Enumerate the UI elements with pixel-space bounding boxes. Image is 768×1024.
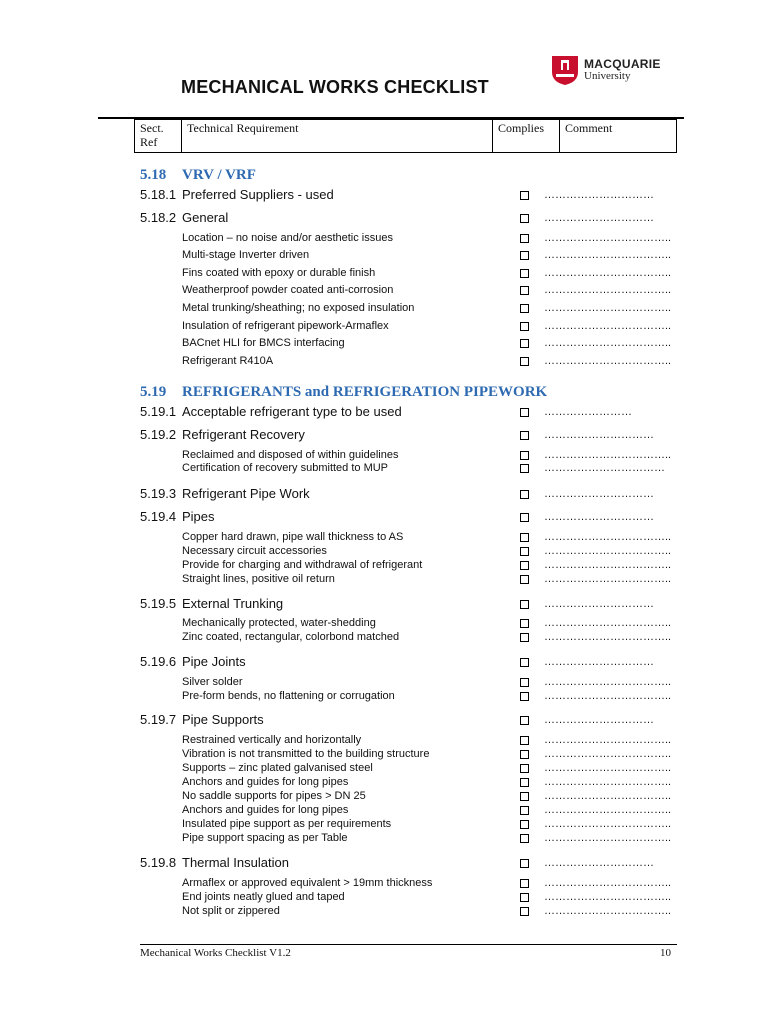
checklist-row [0,617,768,631]
checklist-row [0,905,768,919]
subitem-label: Certification of recovery submitted to MUP [182,462,389,474]
item-ref: 5.18.1 [140,187,177,202]
comment-field[interactable]: …………………………… [544,462,665,474]
checklist-row [0,232,768,246]
subitem-label: Straight lines, positive oil return [182,573,335,585]
subitem-label: Supports – zinc plated galvanised steel [182,762,373,774]
comment-field[interactable]: …………………………….. [544,531,672,543]
comment-field[interactable]: ………………………… [544,189,654,201]
subitem-label: BACnet HLI for BMCS interfacing [182,337,345,349]
comment-field[interactable]: …………………………….. [544,748,672,760]
section-number: 5.19 [140,384,167,400]
checklist-row [0,573,768,587]
item-label: Refrigerant Recovery [182,427,305,442]
item-label: Pipe Joints [182,654,246,669]
comment-field[interactable]: …………………………….. [544,355,672,367]
footer-doc-version: Mechanical Works Checklist V1.2 [140,947,291,959]
comment-field[interactable]: ………………………… [544,714,654,726]
complies-checkbox[interactable] [520,792,529,801]
complies-checkbox[interactable] [520,820,529,829]
item-ref: 5.18.2 [140,210,177,225]
item-ref: 5.19.4 [140,509,177,524]
checklist-row [0,790,768,804]
item-label: Pipe Supports [182,712,264,727]
complies-checkbox[interactable] [520,286,529,295]
checklist-row [0,320,768,334]
university-logo [550,52,660,92]
item-label: General [182,210,229,225]
complies-checkbox[interactable] [520,907,529,916]
checklist-row [0,545,768,559]
complies-checkbox[interactable] [520,322,529,331]
checklist-row [0,855,768,871]
section-heading [140,384,547,401]
comment-field[interactable]: ………………………… [544,656,654,668]
col-technical-requirement: Technical Requirement [182,120,493,153]
complies-checkbox[interactable] [520,214,529,223]
complies-checkbox[interactable] [520,619,529,628]
subitem-label: Zinc coated, rectangular, colorbond matched [182,631,400,643]
checklist-row [0,832,768,846]
checklist-row [0,509,768,525]
checklist-header-table [134,119,677,153]
checklist-row [0,462,768,476]
subitem-label: Mechanically protected, water-shedding [182,617,376,629]
complies-checkbox[interactable] [520,658,529,667]
comment-field[interactable]: …………………………….. [544,790,672,802]
section-title: VRV / VRF [182,167,256,183]
complies-checkbox[interactable] [520,251,529,260]
complies-checkbox[interactable] [520,533,529,542]
subitem-label: Armaflex or approved equivalent > 19mm thickness [182,877,433,889]
item-label: Preferred Suppliers - used [182,187,334,202]
complies-checkbox[interactable] [520,191,529,200]
subitem-label: Not split or zippered [182,905,280,917]
item-label: Pipes [182,509,215,524]
subitem-label: Copper hard drawn, pipe wall thickness to AS [182,531,404,543]
comment-field[interactable]: …………………………….. [544,249,672,261]
comment-field[interactable]: …………………………….. [544,762,672,774]
item-ref: 5.19.5 [140,596,177,611]
subitem-label: Provide for charging and withdrawal of refrigerant [182,559,423,571]
checklist-row [0,748,768,762]
item-ref: 5.19.7 [140,712,177,727]
comment-field[interactable]: …………………………….. [544,905,672,917]
subitem-label: Metal trunking/sheathing; no exposed insulation [182,302,415,314]
checklist-row [0,302,768,316]
subitem-label: Insulation of refrigerant pipework-Armaflex [182,320,389,332]
subitem-label: Reclaimed and disposed of within guidelines [182,449,399,461]
subitem-label: Multi-stage Inverter driven [182,249,310,261]
complies-checkbox[interactable] [520,633,529,642]
comment-field[interactable]: …………………………….. [544,804,672,816]
item-label: Thermal Insulation [182,855,289,870]
complies-checkbox[interactable] [520,304,529,313]
subitem-label: Insulated pipe support as per requirements [182,818,392,830]
item-ref: 5.19.6 [140,654,177,669]
col-complies: Complies [493,120,560,153]
subitem-label: Silver solder [182,676,243,688]
comment-field[interactable]: ………………………… [544,511,654,523]
item-label: Refrigerant Pipe Work [182,486,310,501]
checklist-row [0,734,768,748]
comment-field[interactable]: …………………………….. [544,832,672,844]
checklist-row [0,654,768,670]
comment-field[interactable]: …………………………….. [544,734,672,746]
col-comment: Comment [560,120,677,153]
complies-checkbox[interactable] [520,357,529,366]
section-title: REFRIGERANTS and REFRIGERATION PIPEWORK [182,384,548,400]
col-sect-ref: Sect. Ref [135,120,182,153]
comment-field[interactable]: …………………………….. [544,573,672,585]
item-ref: 5.19.1 [140,404,177,419]
comment-field[interactable]: …………………………….. [544,232,672,244]
comment-field[interactable]: …………………………….. [544,818,672,830]
comment-field[interactable]: …………………………….. [544,776,672,788]
subitem-label: Anchors and guides for long pipes [182,804,349,816]
subitem-label: Restrained vertically and horizontally [182,734,362,746]
page-title: MECHANICAL WORKS CHECKLIST [181,77,489,97]
subitem-label: Pre-form bends, no flattening or corrugation [182,690,395,702]
comment-field[interactable]: …………………………….. [544,676,672,688]
complies-checkbox[interactable] [520,451,529,460]
checklist-row [0,891,768,905]
comment-field[interactable]: …………………………….. [544,690,672,702]
comment-field[interactable]: …………………………….. [544,891,672,903]
complies-checkbox[interactable] [520,431,529,440]
complies-checkbox[interactable] [520,561,529,570]
comment-field[interactable]: ………………………… [544,212,654,224]
checklist-row [0,762,768,776]
complies-checkbox[interactable] [520,490,529,499]
comment-field[interactable]: …………………………….. [544,302,672,314]
checklist-row [0,712,768,728]
checklist-row [0,818,768,832]
complies-checkbox[interactable] [520,547,529,556]
checklist-row [0,404,768,420]
comment-field[interactable]: …………………………….. [544,545,672,557]
comment-field[interactable]: ………………………… [544,857,654,869]
subitem-label: End joints neatly glued and taped [182,891,345,903]
item-ref: 5.19.8 [140,855,177,870]
section-heading [140,167,256,184]
subitem-label: Location – no noise and/or aesthetic issues [182,232,393,244]
footer-divider [140,944,677,945]
subitem-label: Weatherproof powder coated anti-corrosion [182,284,394,296]
checklist-row [0,187,768,203]
checklist-row [0,267,768,281]
comment-field[interactable]: …………………………….. [544,617,672,629]
comment-field[interactable]: …………………………….. [544,559,672,571]
subitem-label: Fins coated with epoxy or durable finish [182,267,376,279]
complies-checkbox[interactable] [520,513,529,522]
checklist-row [0,559,768,573]
checklist-row [0,631,768,645]
item-ref: 5.19.3 [140,486,177,501]
subitem-label: Anchors and guides for long pipes [182,776,349,788]
checklist-row [0,337,768,351]
complies-checkbox[interactable] [520,600,529,609]
complies-checkbox[interactable] [520,764,529,773]
item-ref: 5.19.2 [140,427,177,442]
section-number: 5.18 [140,167,167,183]
comment-field[interactable]: …………………………….. [544,631,672,643]
complies-checkbox[interactable] [520,879,529,888]
complies-checkbox[interactable] [520,806,529,815]
checklist-row [0,531,768,545]
complies-checkbox[interactable] [520,750,529,759]
subitem-label: Vibration is not transmitted to the building structure [182,748,430,760]
complies-checkbox[interactable] [520,834,529,843]
item-label: Acceptable refrigerant type to be used [182,404,402,419]
checklist-row [0,427,768,443]
complies-checkbox[interactable] [520,269,529,278]
complies-checkbox[interactable] [520,692,529,701]
checklist-row [0,676,768,690]
comment-field[interactable]: …………………………….. [544,337,672,349]
checklist-row [0,249,768,263]
complies-checkbox[interactable] [520,234,529,243]
complies-checkbox[interactable] [520,464,529,473]
comment-field[interactable]: ………………………… [544,429,654,441]
checklist-row [0,210,768,226]
checklist-row [0,804,768,818]
complies-checkbox[interactable] [520,893,529,902]
subitem-label: Pipe support spacing as per Table [182,832,348,844]
page-number: 10 [660,947,671,959]
checklist-row [0,449,768,463]
checklist-row [0,284,768,298]
comment-field[interactable]: …………………………….. [544,267,672,279]
comment-field[interactable]: ………………………… [544,488,654,500]
comment-field[interactable]: ………………………… [544,598,654,610]
comment-field[interactable]: …………………………….. [544,284,672,296]
comment-field[interactable]: …………………………….. [544,449,672,461]
subitem-label: Necessary circuit accessories [182,545,327,557]
comment-field[interactable]: …………………………….. [544,877,672,889]
checklist-row [0,596,768,612]
complies-checkbox[interactable] [520,736,529,745]
checklist-row [0,877,768,891]
crest-icon [550,54,580,86]
comment-field[interactable]: …………………………….. [544,320,672,332]
comment-field[interactable]: …………………… [544,406,632,418]
complies-checkbox[interactable] [520,408,529,417]
complies-checkbox[interactable] [520,778,529,787]
logo-line-1: MACQUARIE [584,57,661,71]
logo-line-2: University [584,70,631,82]
subitem-label: Refrigerant R410A [182,355,274,367]
checklist-row [0,776,768,790]
complies-checkbox[interactable] [520,678,529,687]
subitem-label: No saddle supports for pipes > DN 25 [182,790,366,802]
item-label: External Trunking [182,596,284,611]
complies-checkbox[interactable] [520,859,529,868]
complies-checkbox[interactable] [520,339,529,348]
complies-checkbox[interactable] [520,716,529,725]
checklist-row [0,355,768,369]
checklist-row [0,486,768,502]
complies-checkbox[interactable] [520,575,529,584]
checklist-row [0,690,768,704]
